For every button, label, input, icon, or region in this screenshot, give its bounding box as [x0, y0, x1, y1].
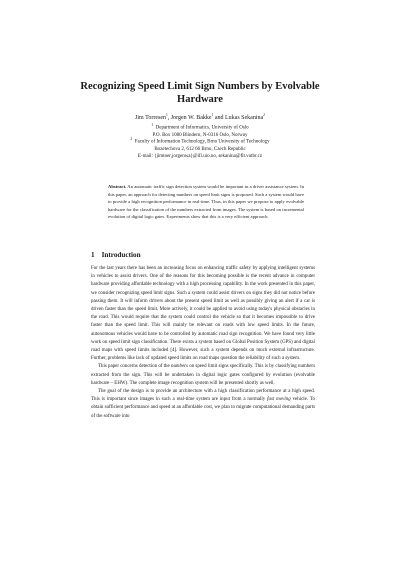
- affiliation-number: 1: [151, 123, 154, 127]
- author-separator: ,: [167, 115, 171, 121]
- paragraph-text: This paper concerns detection of the: [98, 364, 171, 370]
- section-heading: [91, 251, 141, 259]
- affiliation-2-line-1: [40, 139, 360, 147]
- affiliation-1-line-2: P.O. Box 1080 Blindern, N-0316 Oslo, Norway: [152, 132, 248, 138]
- section-number: 1: [91, 251, 95, 259]
- paragraph-text: vehicle. To obtain sufficient performance and speed at an affordable cost, we plan to migrate computational demanding parts of the software into: [91, 397, 316, 419]
- author-affiliation-mark: 1: [166, 113, 168, 117]
- section-title: Introduction: [101, 251, 141, 259]
- abstract-label: Abstract.: [108, 184, 127, 189]
- affiliation-text: Department of Informatics, University of Oslo: [155, 125, 249, 131]
- author-list: [40, 114, 360, 122]
- paragraph-text: The goal of the design is to provide an architecture with a high classification performance at a high speed. This is important since images in such a real-time system are input from a normally: [91, 389, 315, 403]
- paragraph-3: [91, 388, 315, 421]
- author-affiliation-mark: 2: [263, 113, 265, 117]
- author-affiliation-mark: 1: [211, 113, 214, 117]
- abstract: [108, 183, 304, 221]
- author-name: Lukas Sekanina: [225, 115, 264, 121]
- paragraph-emphasis: fast moving: [267, 397, 291, 403]
- author-name: Jim Torresen: [135, 115, 166, 121]
- affiliation-number: 2: [130, 137, 133, 142]
- paragraph-emphasis: numbers: [170, 364, 188, 370]
- abstract-text: An automatic traffic sign detection system would be important in a driver assistance system. In this paper, an approach for detecting numbers on speed limit signs is proposed. Such a system would have to provide a high recognition performance in real-time. Thus, in this paper we propose to apply evolvable hardware for the classification of the numbers extracted from images. The system is based on incremental evolution of digital logic gates. Experiments show that this is a very efficient approach.: [108, 184, 304, 220]
- body-text: [91, 265, 315, 421]
- affiliation-2-line-2: Bozetechova 2, 612 66 Brno, Czech Republic: [154, 147, 246, 153]
- email-line: E-mail: {jimtoer,jorgenwa}@ifi.uio.no, sekanina@fit.vutbr.cz: [137, 153, 263, 159]
- author-name: Jorgen W. Bakke: [170, 115, 212, 121]
- affiliations: [40, 125, 360, 161]
- paragraph-1: For the last years there has been an increasing focus on enhancing traffic safety by applying intelligent systems in vehicles to assist drivers. One of the reasons for this becoming possible is the recent advance in computer hardware providing affordable technology with a high processing capability. In the work presented in this paper, we consider recognizing speed limit signs. Such a system could assist drivers on signs they did not notice before passing them. It will inform drivers about the present speed limit as well as possibly giving an alert if a car is driven faster than the speed limit. More actively, it could be applied to avoid using today's physical obstacles in the road. This would require that the system could control the vehicle so that it becomes impossible to drive faster than the speed limit. This will mainly be relevant on roads with low speed limits. In the future, autonomous vehicles would have to be controlled by automatic road sign recognition. We have found very little work on speed limit sign classification. There exists a system based on Global Position System (GPS) and digital road maps with speed limits included [4]. However, such a system depends on much external infrastructure. Further, problems like lack of updated speed limits on road maps question the reliability of such a system.: [91, 266, 315, 362]
- title-line-2: Hardware: [177, 94, 223, 105]
- paragraph-2: [91, 363, 315, 388]
- author-separator: and: [213, 115, 225, 121]
- paper-title: [60, 80, 340, 106]
- title-line-1: Recognizing Speed Limit Sign Numbers by Evolvable: [80, 81, 320, 92]
- affiliation-1-line-1: [40, 125, 360, 133]
- affiliation-text: Faculty of Information Technology, Brno University of Technology: [134, 140, 270, 146]
- paragraph-text: on speed limit signs specifically. This is by classifying numbers extracted from the sign. This will be undertaken in digital logic gates configured by evolution (evolvable hardware – EHW). The complete image recognition system will be presented shortly as well.: [91, 364, 316, 386]
